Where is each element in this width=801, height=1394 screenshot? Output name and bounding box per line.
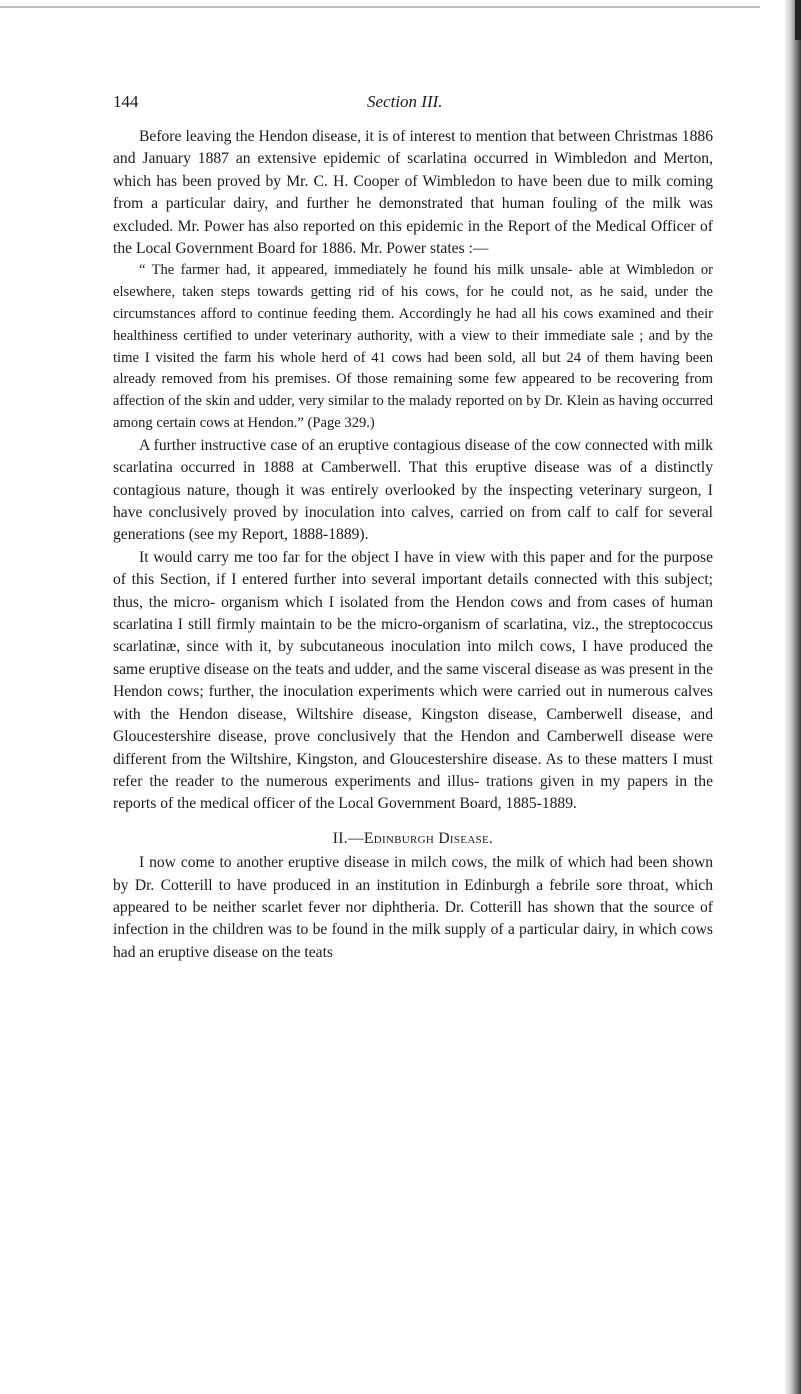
paragraph-edinburgh: I now come to another eruptive disease in milch cows, the milk of which had been shown by Dr. Cotterill to have produced in an institution in Edinburgh a febrile sore throat, which appeared to be neither scarlet fever nor diphtheria. Dr. Cotterill has shown that the source of infection in the children was to be found in the milk supply of a particular dairy, in which cows had an eruptive disease on the teats	[113, 854, 713, 961]
page-number: 144	[113, 92, 139, 111]
binding-dark-corner	[795, 0, 801, 40]
paragraph-camberwell: A further instructive case of an eruptive contagious disease of the cow connected with milk scarlatina occurred in 1888 at Camberwell. That this eruptive disease was of a distinctly contagious nature, though it was entirely overlooked by the inspecting veterinary surgeon, I have conclusively proved by inoculation into calves, carried on from calf to calf for several generations (see my Report, 1888-1889).	[113, 436, 713, 544]
section-heading: II.—Edinburgh Disease.	[332, 829, 494, 847]
paragraph-micro-organism: It would carry me too far for the object I have in view with this paper and for the purpose of this Section, if I entered further into several important details connected with this subject; thus, the micro- organism which I isolated from the Hendon cows and from cases of human scarlatina I still firmly maintain to be the micro-organism of scarlatina, viz., the streptococcus scarlatinæ, since with it, by subcutaneous inoculation into milch cows, I have produced the same eruptive disease on the teats and udder, and the same visceral disease as was present in the Hendon cows; further, the inoculation experiments which were carried out in numerous calves with the Hendon disease, Wiltshire disease, Kingston disease, Camberwell disease, and Gloucestershire disease, prove conclusively that the Hendon and Camberwell disease were different from the Wiltshire, Kingston, and Gloucestershire disease. As to these matters I must refer the reader to the numerous experiments and illus- trations given in my papers in the reports of the medical officer of the Local Government Board, 1885-1889.	[113, 548, 713, 813]
paragraph-wimbledon: Before leaving the Hendon disease, it is of interest to mention that between Christmas 1886 and January 1887 an extensive epidemic of scarlatina occurred in Wimbledon and Merton, which has been proved by Mr. C. H. Cooper of Wimbledon to have been due to milk coming from a particular dairy, and further he demonstrated that human fouling of the milk was excluded. Mr. Power has also reported on this epidemic in the Report of the Medical Officer of the Local Government Board for 1886. Mr. Power states :—	[113, 128, 713, 258]
quote-power: “ The farmer had, it appeared, immediately he found his milk unsale- able at Wimbledon or elsewhere, taken steps towards getting rid of his cows, for he could not, as he said, under the circumstances afford to continue feeding them. Accordingly he had all his cows examined and their healthiness certified to under veterinary authority, with a view to their immediate sale ; and by the time I visited the farm his whole herd of 41 cows had been sold, all but 24 of them having been already removed from his premises. Of those remaining some few appeared to be recovering from affection of the skin and udder, very similar to the malady reported on by Dr. Klein as having occurred among certain cows at Hendon.” (Page 329.)	[113, 262, 713, 432]
running-head: Section III.	[367, 92, 443, 111]
body-text	[113, 126, 713, 964]
page-top-edge	[0, 6, 760, 8]
page-header	[113, 92, 713, 116]
page-binding-shadow	[785, 0, 801, 1394]
